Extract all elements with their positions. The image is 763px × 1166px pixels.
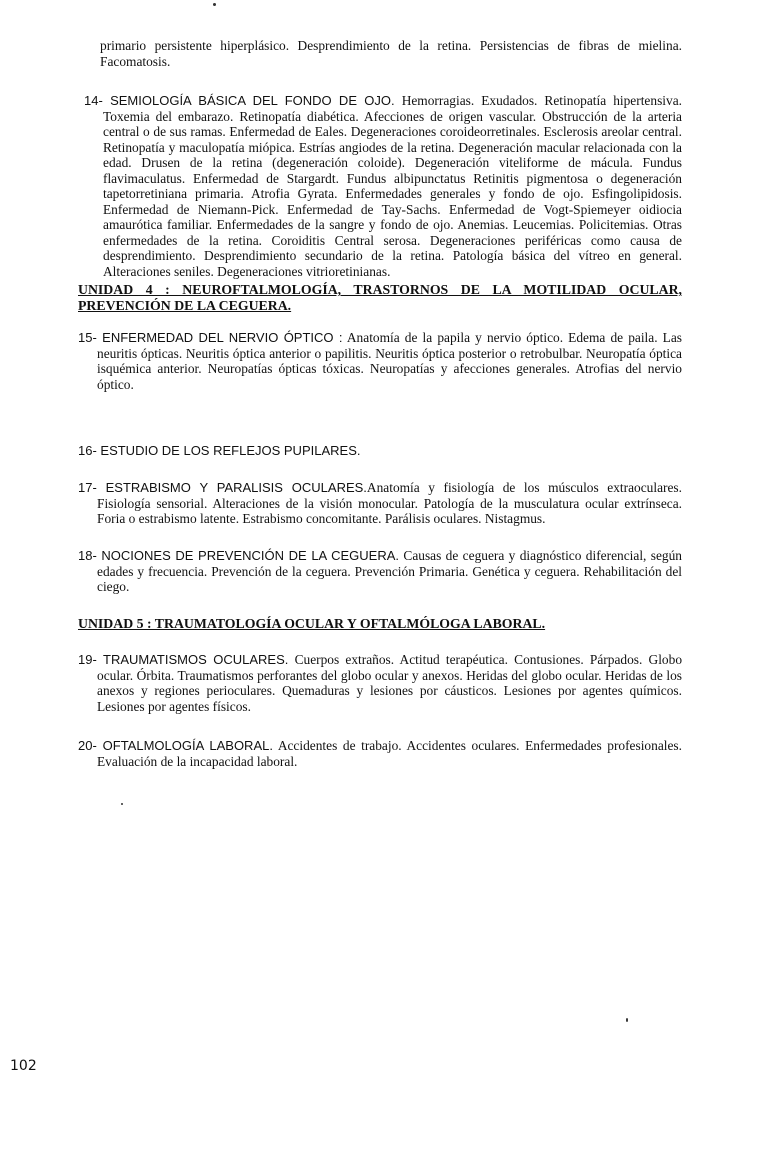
unit-5-heading xyxy=(78,616,682,632)
topic-20 xyxy=(78,738,682,769)
topic-16 xyxy=(78,443,682,459)
topic-14-label: 14- SEMIOLOGÍA BÁSICA DEL FONDO DE OJO. xyxy=(84,93,395,108)
scan-speck xyxy=(121,803,123,805)
intro-text: primario persistente hiperplásico. Desprendimiento de la retina. Persistencias de fibras de mielina. Facomatosis. xyxy=(100,38,682,69)
topic-20-text: Accidentes de trabajo. Accidentes oculares. Enfermedades profesionales. Evaluación de la incapacidad laboral. xyxy=(97,738,682,769)
scan-speck xyxy=(213,3,216,6)
page-number: 102 xyxy=(10,1058,37,1074)
topic-15 xyxy=(78,330,682,392)
unit-4-heading-line1: UNIDAD 4 : NEUROFTALMOLOGÍA, TRASTORNOS DE LA MOTILIDAD OCULAR, xyxy=(78,282,682,297)
topic-17-text: Anatomía y fisiología de los músculos extraoculares. Fisiología sensorial. Alteraciones de la visión monocular. Patología de la musculatura ocular extrínseca. Foria o estrabismo latente. Estrabismo concomitante. Parálisis oculares. Nistagmus. xyxy=(97,480,682,526)
topic-17-label: 17- ESTRABISMO Y PARALISIS OCULARES. xyxy=(78,480,367,495)
topic-18 xyxy=(78,548,682,595)
scan-speck xyxy=(626,1018,628,1022)
topic-15-label: 15- ENFERMEDAD DEL NERVIO ÓPTICO : xyxy=(78,330,343,345)
topic-19-text: Cuerpos extraños. Actitud terapéutica. Contusiones. Párpados. Globo ocular. Órbita. Traumatismos perforantes del globo ocular y anexos. Heridas del globo ocular. Heridas de los anexos y regiones perioculares. Quemaduras y lesiones por cáusticos. Lesiones por agentes químicos. Lesiones por agentes físicos. xyxy=(97,652,683,714)
topic-16-label: 16- ESTUDIO DE LOS REFLEJOS PUPILARES. xyxy=(78,443,361,458)
topic-17 xyxy=(78,480,682,527)
topic-14 xyxy=(84,93,682,279)
topic-18-text: Causas de ceguera y diagnóstico diferencial, según edades y frecuencia. Prevención de la ceguera. Prevención Primaria. Genética y ceguera. Rehabilitación del ciego. xyxy=(97,548,682,594)
topic-20-label: 20- OFTALMOLOGÍA LABORAL. xyxy=(78,738,273,753)
intro-paragraph xyxy=(78,38,682,69)
unit-4-heading xyxy=(78,282,682,313)
unit-4-heading-line2: PREVENCIÓN DE LA CEGUERA. xyxy=(78,297,292,313)
topic-14-text: Hemorragias. Exudados. Retinopatía hipertensiva. Toxemia del embarazo. Retinopatía diabética. Afecciones de origen vascular. Obstrucción de la arteria central o de sus ramas. Enfermedad de Eales. Degeneraciones coroideorretinales. Esclerosis areolar central. Retinopatía y maculopatía miópica. Estrías angiodes de la retina. Degeneración macular relacionada con la edad. Drusen de la retina (degeneración coloide). Degeneración viteliforme de mácula. Fundus flavimaculatus. Enfermedad de Stargardt. Fundus albipunctatus Retinitis pigmentosa o degeneración tapetorretiniana primaria. Atrofia Gyrata. Enfermedades generales y fondo de ojo. Esfingolipidosis. Enfermedad de Niemann-Pick. Enfermedad de Tay-Sachs. Enfermedad de Vogt-Spiemeyer oidiocia amaurótica familiar. Enfermedades de la sangre y fondo de ojo. Anemias. Leucemias. Policitemias. Otras enfermedades de la retina. Coroiditis Central serosa. Degeneraciones periféricas como causa de desprendimiento. Desprendimiento secundario de la retina. Patología básica del vítreo en general. Alteraciones seniles. Degeneraciones vitrioretinianas. xyxy=(103,93,682,279)
topic-19 xyxy=(78,652,682,714)
unit-5-heading-line1: UNIDAD 5 : TRAUMATOLOGÍA OCULAR Y OFTALMÓLOGA LABORAL. xyxy=(78,616,546,631)
topic-15-text: Anatomía de la papila y nervio óptico. Edema de paila. Las neuritis ópticas. Neuritis óptica anterior o papilitis. Neuritis óptica posterior o retrobulbar. Neuropatía óptica isquémica anterior. Neuropatías ópticas tóxicas. Neuropatías y afecciones generales. Atrofias del nervio óptico. xyxy=(97,330,683,392)
topic-19-label: 19- TRAUMATISMOS OCULARES. xyxy=(78,652,289,667)
topic-18-label: 18- NOCIONES DE PREVENCIÓN DE LA CEGUERA. xyxy=(78,548,400,563)
